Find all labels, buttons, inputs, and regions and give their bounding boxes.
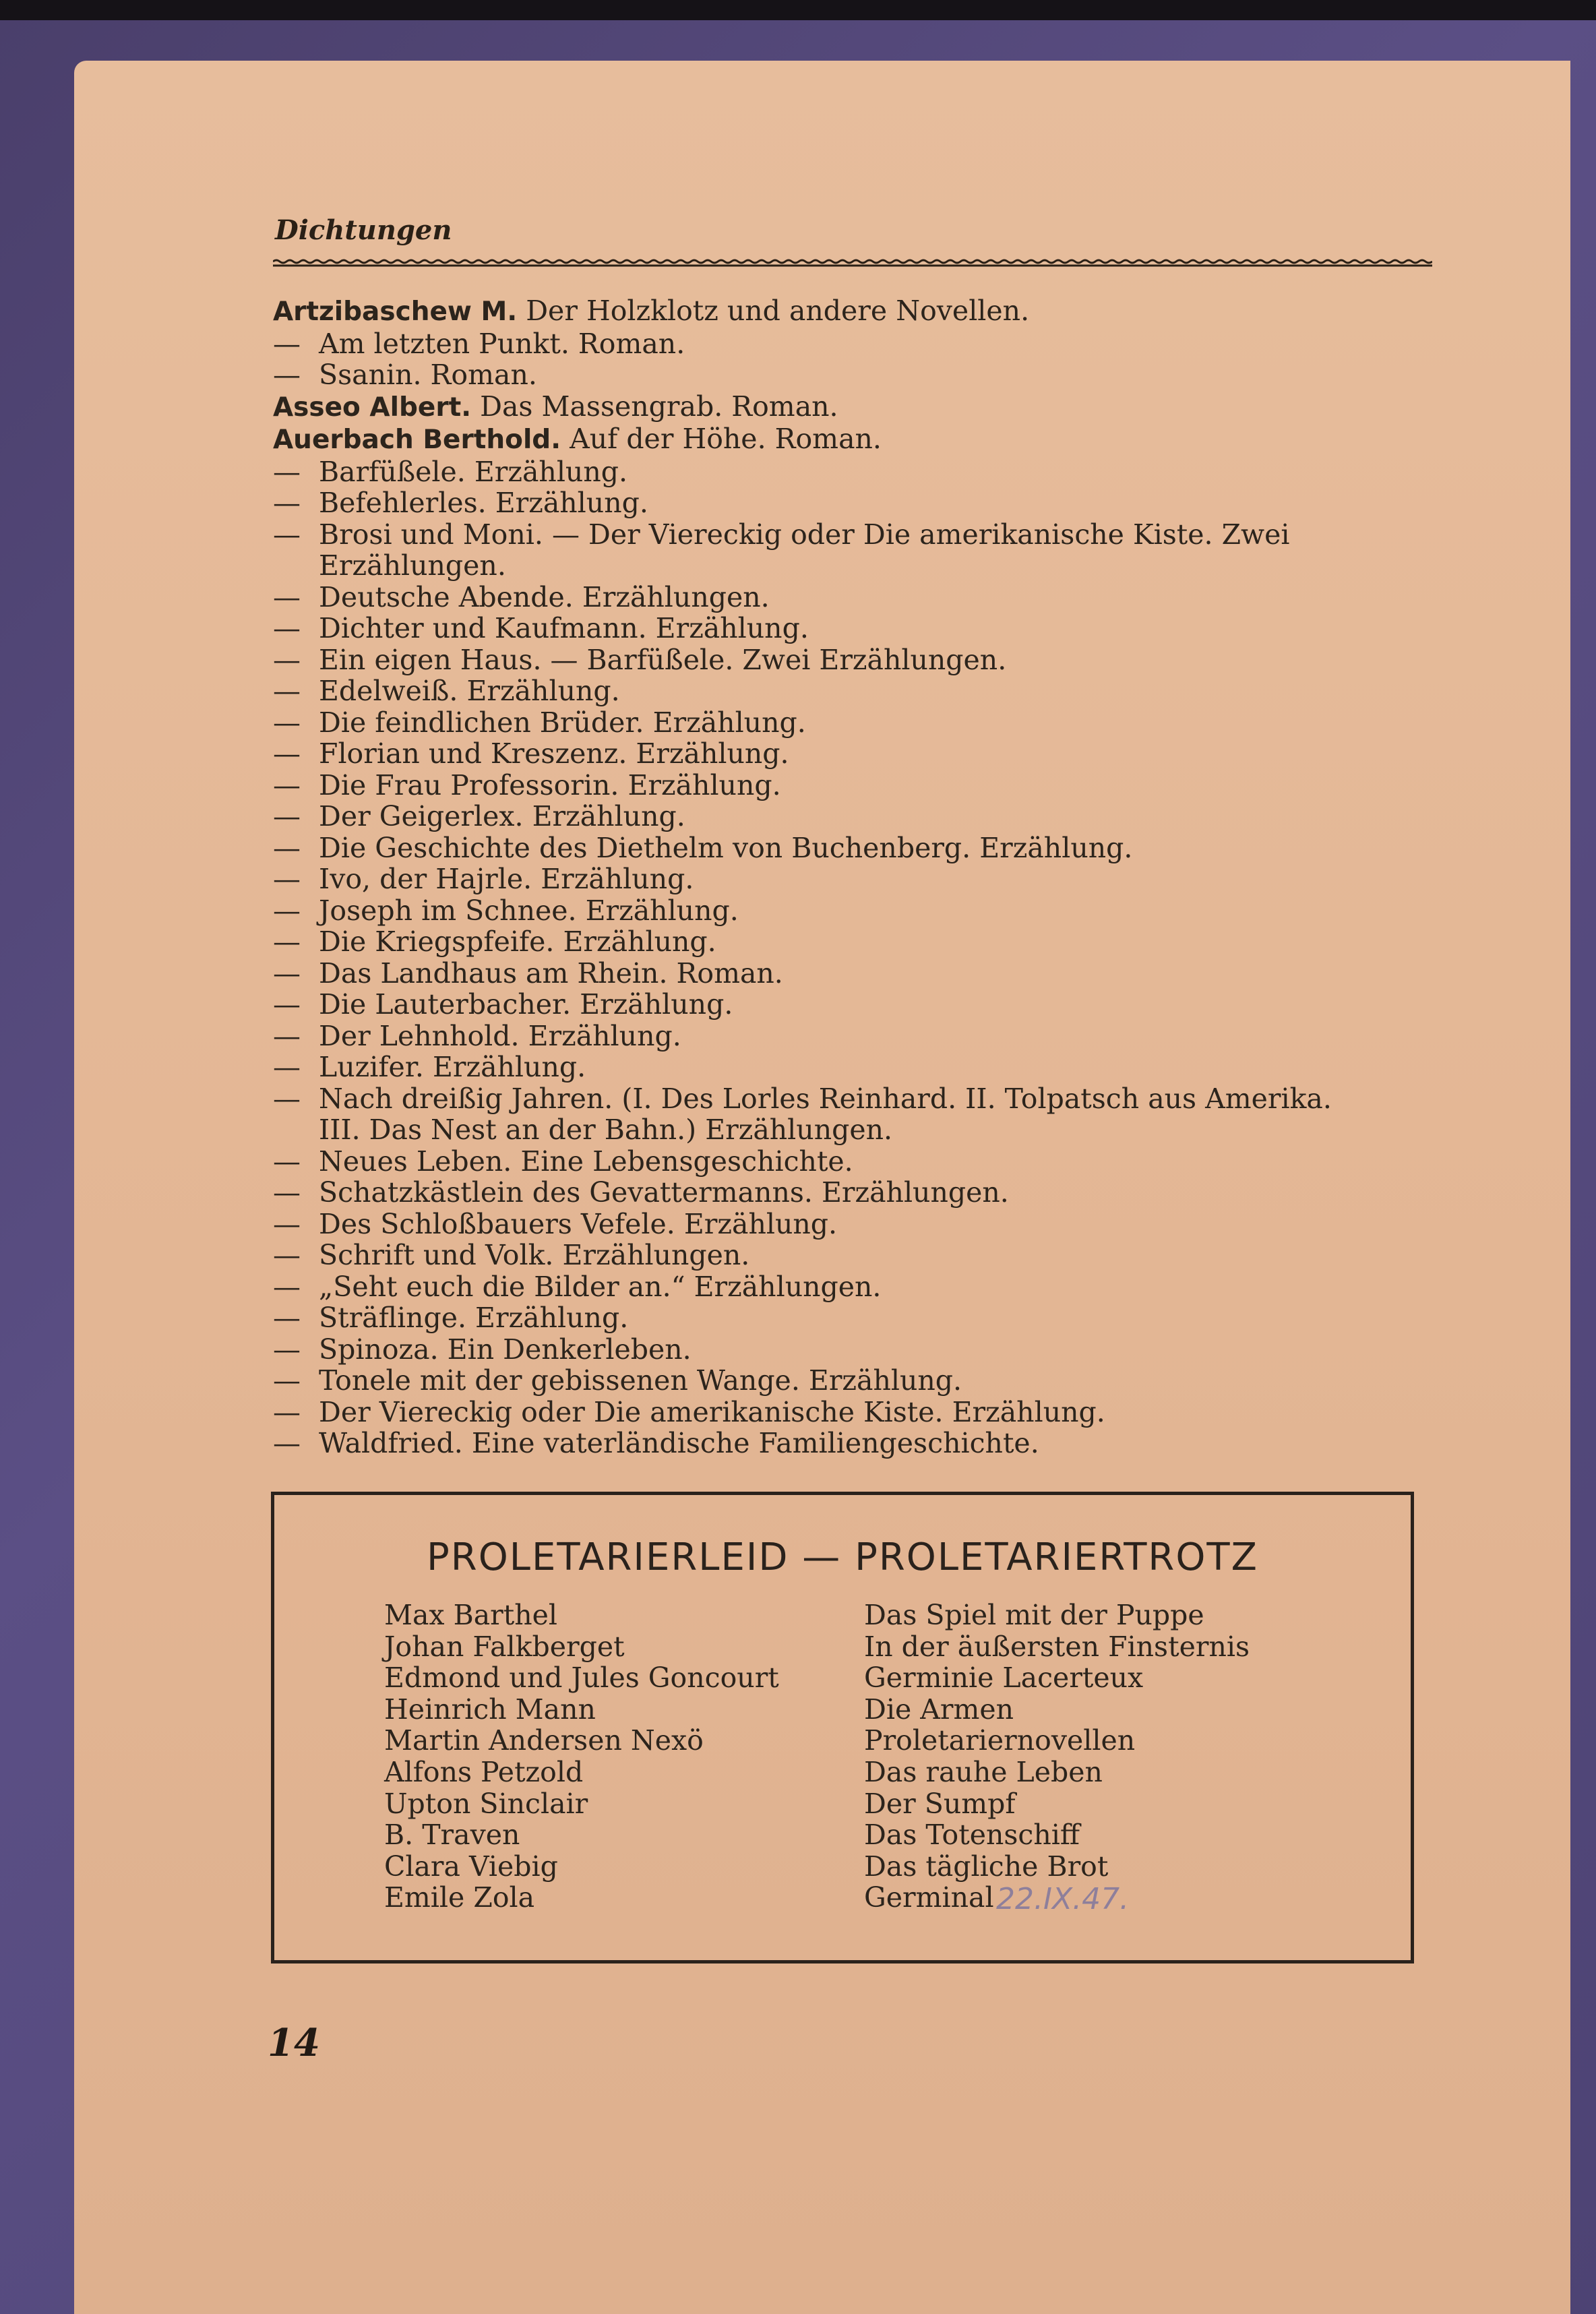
box-author: Martin Andersen Nexö (384, 1724, 704, 1757)
work-title: Der Lehnhold. Erzählung. (319, 1019, 681, 1052)
catalog-entries (273, 295, 1434, 1459)
ditto-dash: — (273, 1395, 301, 1428)
work-title: Der Holzklotz und andere Novellen. (526, 295, 1030, 327)
title-entry (273, 456, 1434, 488)
box-author: Clara Viebig (384, 1850, 558, 1883)
box-title-item: Germinie Lacerteux (864, 1662, 1144, 1695)
title-entry (273, 1052, 1434, 1083)
ditto-dash: — (273, 1270, 301, 1303)
ditto-dash: — (273, 1176, 301, 1209)
title-entry (273, 958, 1434, 989)
work-title: Das Landhaus am Rhein. Roman. (319, 956, 783, 989)
box-authors (384, 1600, 779, 1914)
title-entry (273, 801, 1434, 832)
ditto-dash: — (273, 1302, 301, 1334)
ditto-dash: — (273, 956, 301, 989)
author-entry (273, 423, 1434, 456)
work-title: Am letzten Punkt. Roman. (319, 327, 685, 360)
ditto-dash: — (273, 863, 301, 895)
page-number: 14 (268, 2021, 320, 2065)
work-title: Sträflinge. Erzählung. (319, 1302, 629, 1334)
proletarierleid-box (271, 1492, 1414, 1963)
work-title: Florian und Kreszenz. Erzählung. (319, 737, 789, 770)
work-title: Befehlerles. Erzählung. (319, 487, 648, 519)
title-entry (273, 989, 1434, 1021)
title-entry (273, 926, 1434, 958)
ditto-dash: — (273, 1364, 301, 1397)
title-entry (273, 487, 1434, 519)
title-entry (273, 359, 1434, 391)
ditto-dash: — (273, 518, 301, 551)
title-entry (273, 675, 1434, 707)
ditto-dash: — (273, 800, 301, 832)
ditto-dash: — (273, 737, 301, 770)
ditto-dash: — (273, 455, 301, 488)
title-entry (273, 328, 1434, 360)
work-title: Spinoza. Ein Denkerleben. (319, 1333, 692, 1366)
ditto-dash: — (273, 580, 301, 613)
title-entry (273, 1428, 1434, 1459)
title-entry (273, 1209, 1434, 1240)
work-title: Der Geigerlex. Erzählung. (319, 800, 685, 832)
work-title: Barfüßele. Erzählung. (319, 455, 628, 488)
work-title: Die Geschichte des Diethelm von Buchenberg. Erzählung. (319, 831, 1133, 864)
box-author: Heinrich Mann (384, 1693, 596, 1726)
work-title: Erzählungen. (319, 549, 506, 582)
work-title: Schatzkästlein des Gevattermanns. Erzählungen. (319, 1176, 1009, 1209)
work-title: Das Massengrab. Roman. (480, 390, 838, 423)
work-title: Auf der Höhe. Roman. (570, 423, 882, 455)
work-title: Die Lauterbacher. Erzählung. (319, 988, 733, 1021)
ditto-dash: — (273, 1082, 301, 1115)
title-entry (273, 644, 1434, 676)
box-title-item: In der äußersten Finsternis (864, 1630, 1250, 1663)
work-title: Ein eigen Haus. — Barfüßele. Zwei Erzählungen. (319, 643, 1007, 676)
box-title-item: Das rauhe Leben (864, 1755, 1103, 1788)
title-entry (273, 770, 1434, 801)
title-entry (273, 1365, 1434, 1397)
pencil-date-note: 22.IX.47. (996, 1882, 1130, 1916)
wavy-rule (273, 258, 1432, 268)
box-titles (864, 1600, 1250, 1914)
ditto-dash: — (273, 1239, 301, 1271)
ditto-dash: — (273, 1051, 301, 1083)
box-title-item: Das tägliche Brot (864, 1850, 1109, 1883)
ditto-dash: — (273, 768, 301, 801)
work-title: Edelweiß. Erzählung. (319, 675, 620, 707)
title-entry (273, 550, 1434, 582)
ditto-dash: — (273, 1145, 301, 1178)
box-author: Emile Zola (384, 1881, 535, 1914)
title-entry (273, 1240, 1434, 1271)
ditto-dash: — (273, 675, 301, 707)
ditto-dash: — (273, 925, 301, 958)
box-author: Alfons Petzold (384, 1755, 584, 1788)
author-name: Auerbach Berthold. (273, 425, 561, 455)
box-author: Upton Sinclair (384, 1787, 588, 1820)
ditto-dash: — (273, 1207, 301, 1240)
box-author: B. Traven (384, 1819, 520, 1852)
ditto-dash: — (273, 894, 301, 927)
work-title: Waldfried. Eine vaterländische Familiengeschichte. (319, 1427, 1039, 1459)
title-entry (273, 1146, 1434, 1178)
work-title: Die Kriegspfeife. Erzählung. (319, 925, 716, 958)
title-entry (273, 1021, 1434, 1052)
work-title: Deutsche Abende. Erzählungen. (319, 580, 770, 613)
box-title-item: Die Armen (864, 1693, 1014, 1726)
author-name: Artzibaschew M. (273, 297, 518, 327)
ditto-dash: — (273, 327, 301, 360)
ditto-dash: — (273, 359, 301, 391)
ditto-dash: — (273, 1333, 301, 1366)
title-entry (273, 613, 1434, 644)
box-title-item: Das Totenschiff (864, 1819, 1080, 1852)
box-title-item: Das Spiel mit der Puppe (864, 1599, 1204, 1631)
title-entry (273, 832, 1434, 864)
work-title: Die Frau Professorin. Erzählung. (319, 768, 781, 801)
title-entry (273, 707, 1434, 739)
work-title: Schrift und Volk. Erzählungen. (319, 1239, 750, 1271)
title-entry (273, 1114, 1434, 1146)
work-title: Der Viereckig oder Die amerikanische Kiste. Erzählung. (319, 1395, 1105, 1428)
title-entry (273, 738, 1434, 770)
work-title: Tonele mit der gebissenen Wange. Erzählung. (319, 1364, 962, 1397)
title-entry (273, 519, 1434, 551)
title-entry (273, 1271, 1434, 1303)
work-title: Dichter und Kaufmann. Erzählung. (319, 612, 809, 644)
title-entry (273, 1083, 1434, 1115)
work-title: III. Das Nest an der Bahn.) Erzählungen. (319, 1114, 893, 1146)
author-entry (273, 391, 1434, 424)
ditto-dash: — (273, 643, 301, 676)
title-entry (273, 1177, 1434, 1209)
work-title: Neues Leben. Eine Lebensgeschichte. (319, 1145, 853, 1178)
work-title: Die feindlichen Brüder. Erzählung. (319, 706, 806, 739)
work-title: Joseph im Schnee. Erzählung. (319, 894, 739, 927)
title-entry (273, 863, 1434, 895)
work-title: Ivo, der Hajrle. Erzählung. (319, 863, 694, 895)
author-entry (273, 295, 1434, 328)
box-title-item: Germinal (864, 1881, 994, 1914)
title-entry (273, 582, 1434, 613)
box-title-item: Proletariernovellen (864, 1724, 1136, 1757)
ditto-dash: — (273, 706, 301, 739)
section-header: Dichtungen (275, 214, 452, 246)
ditto-dash: — (273, 1019, 301, 1052)
ditto-dash: — (273, 612, 301, 644)
box-title-item: Der Sumpf (864, 1787, 1016, 1820)
work-title: „Seht euch die Bilder an.“ Erzählungen. (319, 1270, 882, 1303)
ditto-dash: — (273, 988, 301, 1021)
box-author: Edmond und Jules Goncourt (384, 1662, 779, 1695)
author-name: Asseo Albert. (273, 392, 472, 423)
title-entry (273, 1334, 1434, 1366)
work-title: Brosi und Moni. — Der Viereckig oder Die amerikanische Kiste. Zwei (319, 518, 1290, 551)
box-author: Johan Falkberget (384, 1630, 625, 1663)
work-title: Nach dreißig Jahren. (I. Des Lorles Reinhard. II. Tolpatsch aus Amerika. (319, 1082, 1332, 1115)
work-title: Luzifer. Erzählung. (319, 1051, 586, 1083)
box-title: PROLETARIERLEID — PROLETARIERTROTZ (427, 1535, 1258, 1579)
ditto-dash: — (273, 831, 301, 864)
work-title: Ssanin. Roman. (319, 359, 537, 391)
ditto-dash: — (273, 1427, 301, 1459)
title-entry (273, 895, 1434, 927)
title-entry (273, 1397, 1434, 1428)
title-entry (273, 1302, 1434, 1334)
ditto-dash: — (273, 487, 301, 519)
box-author: Max Barthel (384, 1599, 558, 1631)
work-title: Des Schloßbauers Vefele. Erzählung. (319, 1207, 838, 1240)
